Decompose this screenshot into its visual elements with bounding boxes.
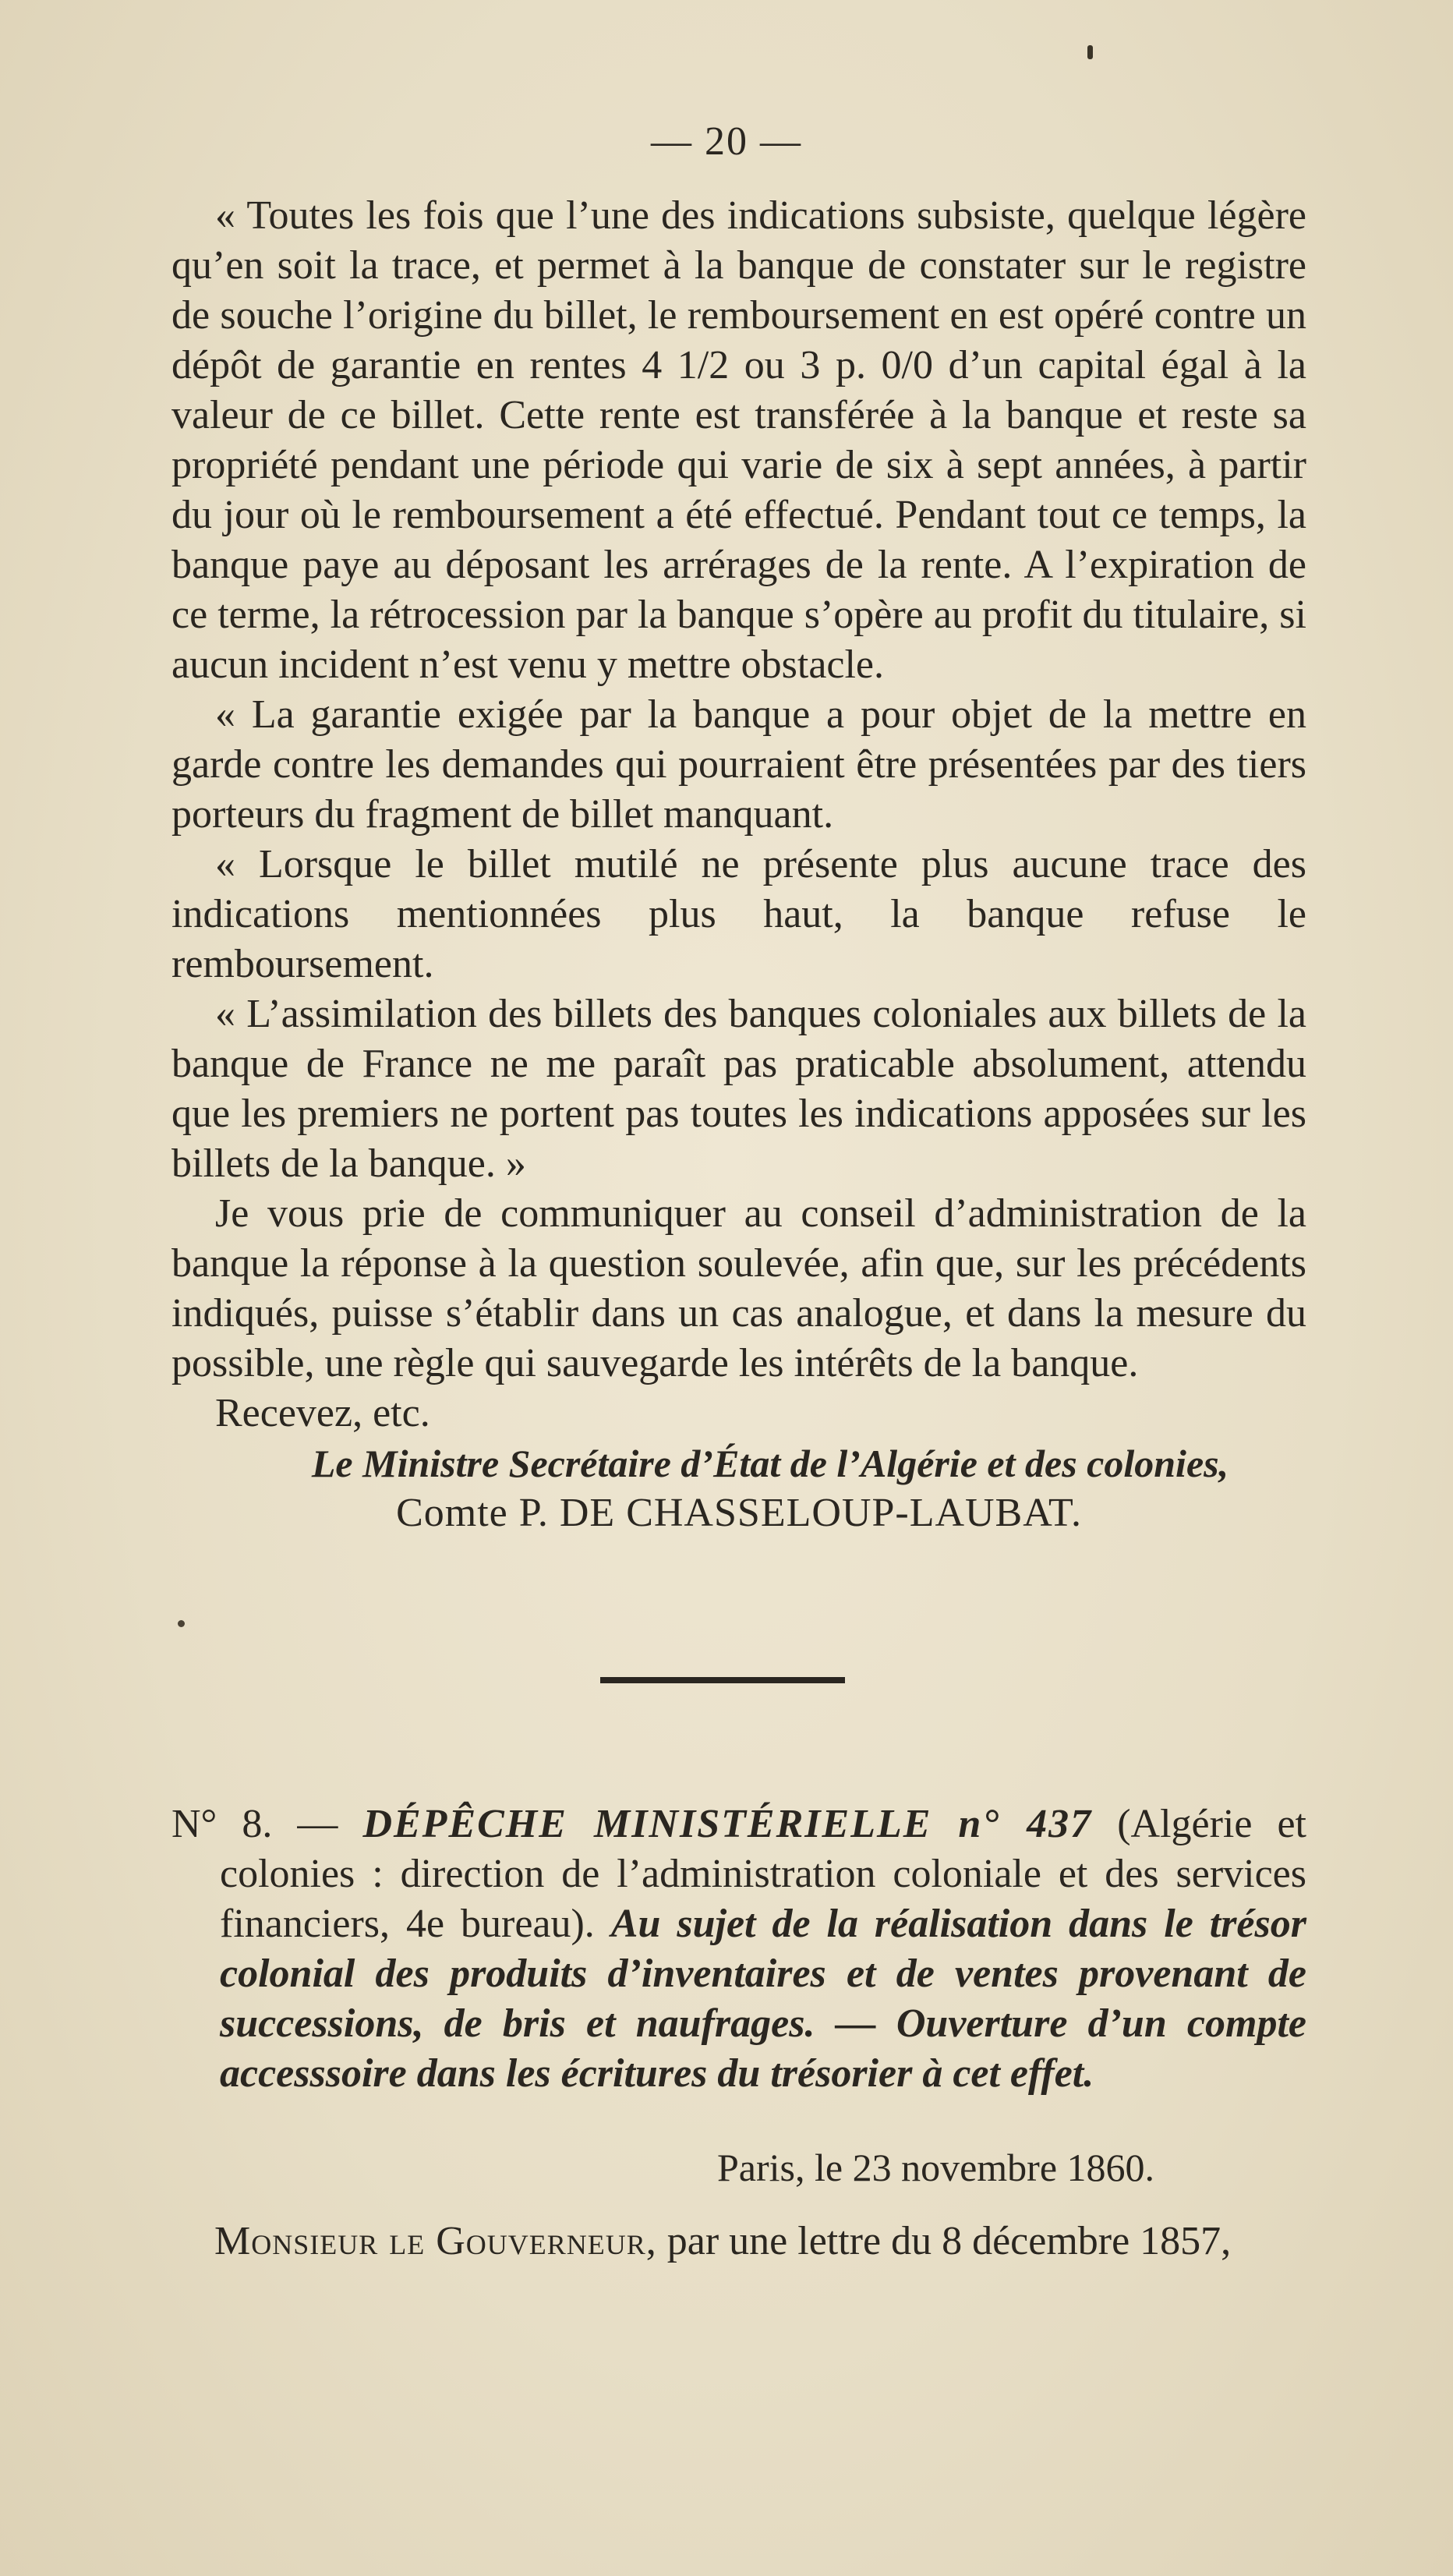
paragraph: « L’assimilation des billets des banques coloniales aux billets de la banque de France ne me paraît pas praticable absolument, attendu que les premiers ne portent pas toutes les indications apposées sur les billets de la banque. » (171, 992, 1306, 1186)
dispatch-number: N° 8. — (171, 1802, 338, 1846)
place-and-date: Paris, le 23 novembre 1860. (717, 2146, 1155, 2189)
page-number: — 20 — (651, 119, 802, 164)
salutation-line (214, 2217, 1231, 2266)
salutation-text: par une lettre du 8 décembre 1857, (666, 2219, 1232, 2263)
dispatch-title: DÉPÊCHE MINISTÉRIELLE n° 437 (362, 1802, 1093, 1846)
signatory-title: Le Ministre Secrétaire d’État de l’Algérie et des colonies, (311, 1442, 1229, 1485)
dispatch-heading (171, 1799, 1306, 2099)
paragraph: « Lorsque le billet mutilé ne présente plus aucune trace des indications mentionnées plus haut, la banque refuse le remboursement. (171, 842, 1306, 986)
dispatch-subject: Au sujet de la réalisation dans le trésor colonial des produits d’inventaires et de ventes provenant de successions, de bris et naufrages. — Ouverture d’un compte accesssoire dans les écritures du trésorier à cet effet. (220, 1902, 1306, 2096)
closing-formula: Recevez, etc. (215, 1391, 430, 1435)
paragraph: « La garantie exigée par la banque a pour objet de la mettre en garde contre les demandes qui pourraient être présentées par des tiers porteurs du fragment de billet manquant. (171, 692, 1306, 837)
signatory-name: Comte P. DE CHASSELOUP-LAUBAT. (396, 1491, 1082, 1535)
ink-speck (1087, 45, 1093, 59)
dispatch-directorate: (Algérie et colonies : direction de l’administration coloniale et des services financiers, 4e bureau). (220, 1802, 1306, 1946)
letter-body (171, 191, 1306, 1538)
salutation-address: Monsieur le Gouverneur, (214, 2219, 657, 2263)
section-divider (600, 1677, 845, 1683)
ink-speck (178, 1620, 185, 1627)
paragraph: Je vous prie de communiquer au conseil d’administration de la banque la réponse à la question soulevée, afin que, sur les précédents indiqués, puisse s’établir dans un cas analogue, et dans la mesure du possible, une règle qui sauvegarde les intérêts de la banque. (171, 1191, 1306, 1385)
paragraph: « Toutes les fois que l’une des indications subsiste, quelque légère qu’en soit la trace, et permet à la banque de constater sur le registre de souche l’origine du billet, le remboursement en est opéré contre un dépôt de garantie en rentes 4 1/2 ou 3 p. 0/0 d’un capital égal à la valeur de ce billet. Cette rente est transférée à la banque et reste sa propriété pendant une période qui varie de six à sept années, à partir du jour où le remboursement a été effectué. Pendant tout ce temps, la banque paye au déposant les arrérages de la rente. A l’expiration de ce terme, la rétrocession par la banque s’opère au profit du titulaire, si aucun incident n’est venu y mettre obstacle. (171, 193, 1306, 687)
